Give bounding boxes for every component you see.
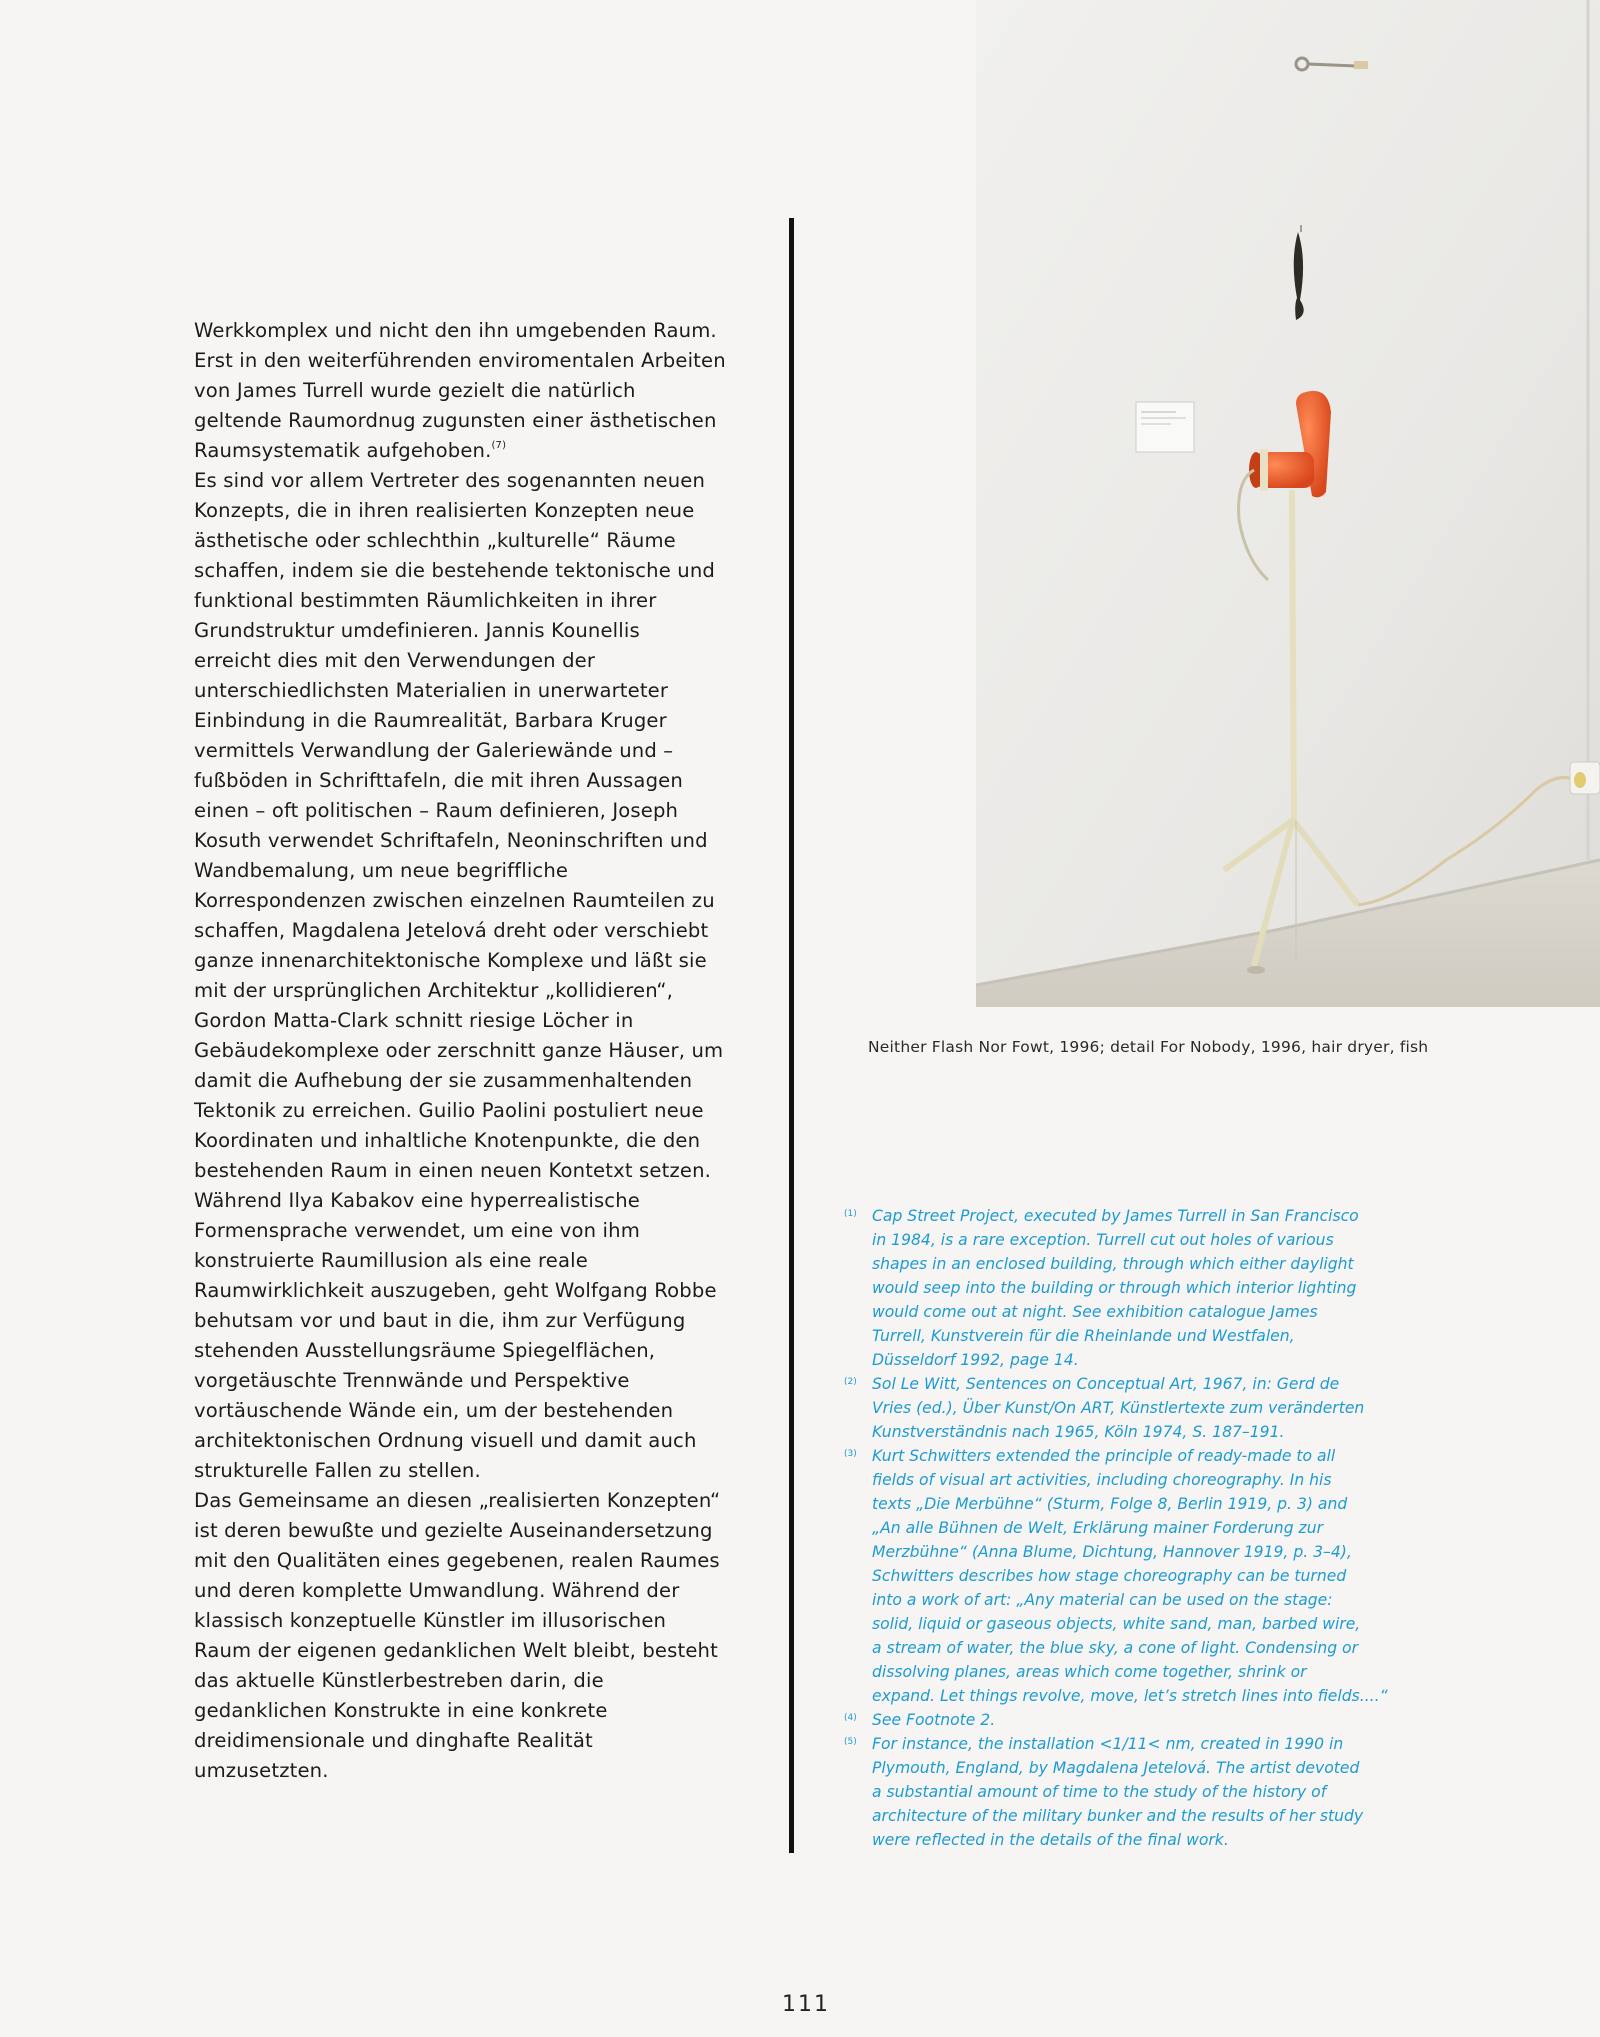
body-line <box>194 1036 774 1066</box>
footnote-line: Vries (ed.), Über Kunst/On ART, Künstlertexte zum veränderten <box>872 1399 1365 1417</box>
body-line-text: gedanklichen Konstrukte in eine konkrete <box>194 1699 608 1722</box>
footnote-line: dissolving planes, areas which come together, shrink or <box>872 1663 1307 1681</box>
body-line-text: Raum der eigenen gedanklichen Welt bleibt, besteht <box>194 1639 718 1662</box>
footnote-line: fields of visual art activities, including choreography. In his <box>872 1471 1332 1489</box>
footnote-line: were reflected in the details of the final work. <box>872 1831 1229 1849</box>
body-line <box>194 1336 774 1366</box>
body-line <box>194 1456 774 1486</box>
footnote-line: See Footnote 2. <box>872 1711 996 1729</box>
footnote-item <box>842 1204 1422 1372</box>
body-line-text: Es sind vor allem Vertreter des sogenannten neuen <box>194 469 706 492</box>
footnote-line: Cap Street Project, executed by James Turrell in San Francisco <box>872 1207 1359 1225</box>
body-line <box>194 646 774 676</box>
footnotes <box>842 1204 1422 1852</box>
body-line <box>194 1516 774 1546</box>
body-line-text: Kosuth verwendet Schriftafeln, Neoninschriften und <box>194 829 708 852</box>
body-line-text: Gebäudekomplexe oder zerschnitt ganze Häuser, um <box>194 1039 724 1062</box>
body-line-text: Während Ilya Kabakov eine hyperrealistische <box>194 1189 641 1212</box>
body-line <box>194 856 774 886</box>
body-line-text: geltende Raumordnug zugunsten einer ästhetischen <box>194 409 717 432</box>
body-line <box>194 1006 774 1036</box>
footnote-item <box>842 1708 1422 1732</box>
body-line <box>194 1276 774 1306</box>
body-line-text: Tektonik zu erreichen. Guilio Paolini postuliert neue <box>194 1099 704 1122</box>
body-line <box>194 526 774 556</box>
body-line <box>194 1606 774 1636</box>
footnote-marker: (4) <box>844 1713 857 1723</box>
body-line-text: Konzepts, die in ihren realisierten Konzepten neue <box>194 499 695 522</box>
body-line-text: ästhetische oder schlechthin „kulturelle“ Räume <box>194 529 676 552</box>
body-line <box>194 1756 774 1786</box>
body-line <box>194 1486 774 1516</box>
body-line-text: einen – oft politischen – Raum definieren, Joseph <box>194 799 679 822</box>
body-line-text: Wandbemalung, um neue begriffliche <box>194 859 569 882</box>
body-line <box>194 466 774 496</box>
footnote-marker: (3) <box>844 1449 857 1459</box>
footnote-marker: (2) <box>844 1377 857 1387</box>
body-line-text: unterschiedlichsten Materialien in unerwarteter <box>194 679 669 702</box>
footnote-marker: (5) <box>844 1737 857 1747</box>
body-line-text: Das Gemeinsame an diesen „realisierten Konzepten“ <box>194 1489 721 1512</box>
body-line-text: Gordon Matta-Clark schnitt riesige Löcher in <box>194 1009 634 1032</box>
body-line <box>194 1426 774 1456</box>
body-line-text: das aktuelle Künstlerbestreben darin, die <box>194 1669 604 1692</box>
body-line <box>194 826 774 856</box>
body-line-text: vermittels Verwandlung der Galeriewände und – <box>194 739 674 762</box>
body-line <box>194 916 774 946</box>
body-line <box>194 406 774 436</box>
body-line <box>194 1156 774 1186</box>
body-line-text: und deren komplette Umwandlung. Während der <box>194 1579 680 1602</box>
footnote-line: Schwitters describes how stage choreography can be turned <box>872 1567 1347 1585</box>
body-line-text: Formensprache verwendet, um eine von ihm <box>194 1219 640 1242</box>
body-text-column <box>194 316 774 1786</box>
footnote-line: texts „Die Merbühne“ (Sturm, Folge 8, Berlin 1919, p. 3) and <box>872 1495 1348 1513</box>
body-line <box>194 736 774 766</box>
footnote-reference: (7) <box>491 440 507 451</box>
body-line-text: klassisch konzeptuelle Künstler im illusorischen <box>194 1609 667 1632</box>
body-line-text: damit die Aufhebung der sie zusammenhaltenden <box>194 1069 693 1092</box>
body-line-text: von James Turrell wurde gezielt die natürlich <box>194 379 636 402</box>
body-line-text: vortäuschende Wände ein, um der bestehenden <box>194 1399 674 1422</box>
footnote-line: Düsseldorf 1992, page 14. <box>872 1351 1079 1369</box>
body-line-text: funktional bestimmten Räumlichkeiten in ihrer <box>194 589 657 612</box>
body-line <box>194 616 774 646</box>
footnote-line: Kunstverständnis nach 1965, Köln 1974, S. 187–191. <box>872 1423 1285 1441</box>
body-line-text: umzusetzten. <box>194 1759 329 1782</box>
footnote-line: shapes in an enclosed building, through which either daylight <box>872 1255 1354 1273</box>
footnote-line: „An alle Bühnen de Welt, Erklärung mainer Forderung zur <box>872 1519 1324 1537</box>
body-line-text: fußböden in Schrifttafeln, die mit ihren Aussagen <box>194 769 683 792</box>
footnote-line: solid, liquid or gaseous objects, white sand, man, barbed wire, <box>872 1615 1361 1633</box>
body-line-text: schaffen, indem sie die bestehende tektonische und <box>194 559 716 582</box>
body-line-text: Grundstruktur umdefinieren. Jannis Kounellis <box>194 619 640 642</box>
installation-photo <box>976 0 1600 1007</box>
body-line <box>194 946 774 976</box>
footnote-line: into a work of art: „Any material can be used on the stage: <box>872 1591 1333 1609</box>
body-line <box>194 316 774 346</box>
body-line <box>194 1666 774 1696</box>
wall-label <box>1136 402 1194 452</box>
body-line <box>194 1546 774 1576</box>
body-line <box>194 1216 774 1246</box>
body-line-text: dreidimensionale und dinghafte Realität <box>194 1729 593 1752</box>
body-line-text: strukturelle Fallen zu stellen. <box>194 1459 481 1482</box>
body-line <box>194 346 774 376</box>
body-line-text: erreicht dies mit den Verwendungen der <box>194 649 596 672</box>
footnote-line: a substantial amount of time to the study of the history of <box>872 1783 1327 1801</box>
body-line <box>194 1096 774 1126</box>
footnote-line: expand. Let things revolve, move, let’s stretch lines into fields....“ <box>872 1687 1388 1705</box>
page-number: 111 <box>782 1992 830 2017</box>
body-line <box>194 1246 774 1276</box>
body-line <box>194 556 774 586</box>
photo-wall <box>976 0 1600 1007</box>
body-line-text: architektonischen Ordnung visuell und damit auch <box>194 1429 697 1452</box>
body-line-text: mit der ursprünglichen Architektur „kollidieren“, <box>194 979 674 1002</box>
footnote-line: a stream of water, the blue sky, a cone of light. Condensing or <box>872 1639 1359 1657</box>
footnote-line: Sol Le Witt, Sentences on Conceptual Art, 1967, in: Gerd de <box>872 1375 1340 1393</box>
footnote-line: Plymouth, England, by Magdalena Jetelová. The artist devoted <box>872 1759 1360 1777</box>
body-line-text: ist deren bewußte und gezielte Auseinandersetzung <box>194 1519 713 1542</box>
footnote-item <box>842 1444 1422 1708</box>
body-line <box>194 1186 774 1216</box>
footnote-line: would come out at night. See exhibition catalogue James <box>872 1303 1318 1321</box>
body-line-text: Raumsystematik aufgehoben. <box>194 439 492 462</box>
body-line-text: stehenden Ausstellungsräume Spiegelflächen, <box>194 1339 656 1362</box>
body-line <box>194 1366 774 1396</box>
body-line <box>194 1126 774 1156</box>
body-line-text: Werkkomplex und nicht den ihn umgebenden Raum. <box>194 319 717 342</box>
body-line <box>194 1636 774 1666</box>
body-line <box>194 496 774 526</box>
body-line <box>194 1576 774 1606</box>
body-line <box>194 886 774 916</box>
body-line-text: bestehenden Raum in einen neuen Kontetxt setzen. <box>194 1159 712 1182</box>
body-line <box>194 1696 774 1726</box>
footnote-line: would seep into the building or through which interior lighting <box>872 1279 1357 1297</box>
body-line-text: Raumwirklichkeit auszugeben, geht Wolfgang Robbe <box>194 1279 717 1302</box>
footnote-line: architecture of the military bunker and the results of her study <box>872 1807 1364 1825</box>
footnote-line: in 1984, is a rare exception. Turrell cut out holes of various <box>872 1231 1334 1249</box>
body-line-text: vorgetäuschte Trennwände und Perspektive <box>194 1369 630 1392</box>
photo-caption: Neither Flash Nor Fowt, 1996; detail For Nobody, 1996, hair dryer, fish <box>868 1038 1429 1056</box>
body-line-text: Erst in den weiterführenden enviromentalen Arbeiten <box>194 349 726 372</box>
body-line <box>194 1396 774 1426</box>
body-line <box>194 376 774 406</box>
body-line-text: Einbindung in die Raumrealität, Barbara Kruger <box>194 709 667 732</box>
body-line-text: behutsam vor und baut in die, ihm zur Verfügung <box>194 1309 686 1332</box>
footnote-item <box>842 1732 1422 1852</box>
body-line-text: ganze innenarchitektonische Komplexe und läßt sie <box>194 949 707 972</box>
footnote-line: Turrell, Kunstverein für die Rheinlande und Westfalen, <box>872 1327 1295 1345</box>
body-line <box>194 1726 774 1756</box>
footnote-line: Merzbühne“ (Anna Blume, Dichtung, Hannover 1919, p. 3–4), <box>872 1543 1352 1561</box>
footnote-line: Kurt Schwitters extended the principle of ready-made to all <box>872 1447 1336 1465</box>
body-line <box>194 766 774 796</box>
body-line <box>194 1066 774 1096</box>
body-line <box>194 676 774 706</box>
body-line-text: mit den Qualitäten eines gegebenen, realen Raumes <box>194 1549 720 1572</box>
footnote-item <box>842 1372 1422 1444</box>
body-line-text: konstruierte Raumillusion als eine reale <box>194 1249 588 1272</box>
footnote-marker: (1) <box>844 1209 857 1219</box>
body-line <box>194 976 774 1006</box>
body-line <box>194 1306 774 1336</box>
body-line-text: schaffen, Magdalena Jetelová dreht oder verschiebt <box>194 919 709 942</box>
body-line <box>194 586 774 616</box>
footnote-line: For instance, the installation <1/11< nm, created in 1990 in <box>872 1735 1344 1753</box>
body-line <box>194 436 774 466</box>
body-line <box>194 706 774 736</box>
body-line-text: Korrespondenzen zwischen einzelnen Raumteilen zu <box>194 889 715 912</box>
body-line-text: Koordinaten und inhaltliche Knotenpunkte, die den <box>194 1129 701 1152</box>
body-line <box>194 796 774 826</box>
column-divider <box>789 218 794 1853</box>
